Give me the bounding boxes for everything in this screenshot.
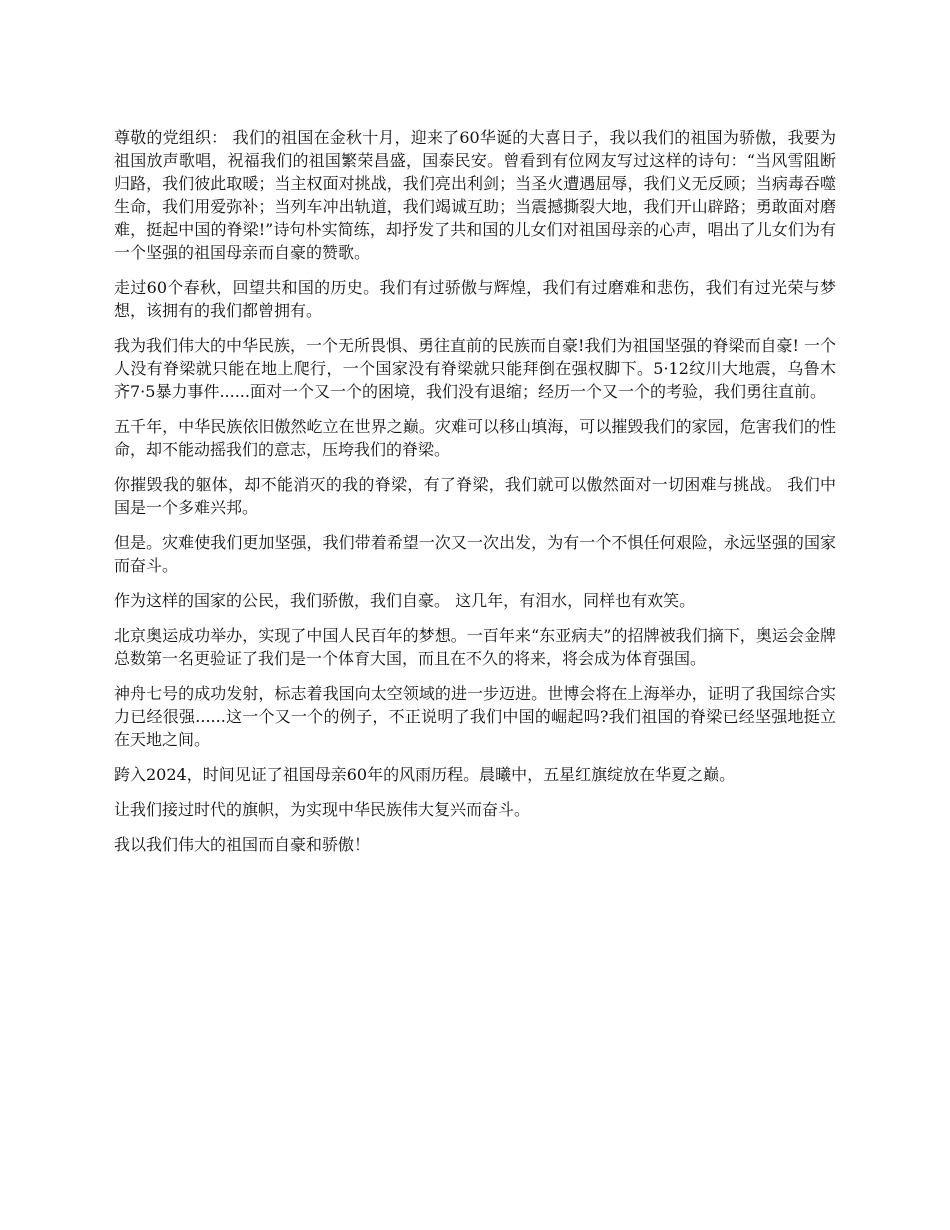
paragraph: 尊敬的党组织： 我们的祖国在金秋十月，迎来了60华诞的大喜日子，我以我们的祖国为骄傲，我要为祖国放声歌唱，祝福我们的祖国繁荣昌盛，国泰民安。曾看到有位网友写过这样的诗句：“当风雪阻断归路，我们彼此取暖；当主权面对挑战，我们亮出利剑；当圣火遭遇屈辱，我们义无反顾；当病毒吞噬生命，我们用爱弥补；当列车冲出轨道，我们竭诚互助；当震撼撕裂大地，我们开山辟路；勇敢面对磨难，挺起中国的脊梁!”诗句朴实简练，却抒发了共和国的儿女们对祖国母亲的心声，唱出了儿女们为有一个坚强的祖国母亲而自豪的赞歌。	[114, 128, 836, 262]
paragraph: 跨入2024，时间见证了祖国母亲60年的风雨历程。晨曦中，五星红旗绽放在华夏之巅。	[114, 765, 736, 784]
paragraph: 五千年，中华民族依旧傲然屹立在世界之巅。灾难可以移山填海，可以摧毁我们的家园，危害我们的性命，却不能动摇我们的意志，压垮我们的脊梁。	[114, 417, 836, 459]
paragraph: 我为我们伟大的中华民族，一个无所畏惧、勇往直前的民族而自豪!我们为祖国坚强的脊梁而自豪! 一个人没有脊梁就只能在地上爬行，一个国家没有脊梁就只能拜倒在强权脚下。5·12纹川大地震，乌鲁木齐7·5暴力事件......面对一个又一个的困境，我们没有退缩；经历一个又一个的考验，我们勇往直前。	[114, 336, 836, 401]
paragraph: 你摧毁我的躯体，却不能消灭的我的脊梁，有了脊梁，我们就可以傲然面对一切困难与挑战。 我们中国是一个多难兴邦。	[114, 475, 836, 517]
paragraph: 走过60个春秋，回望共和国的历史。我们有过骄傲与辉煌，我们有过磨难和悲伤，我们有过光荣与梦想，该拥有的我们都曾拥有。	[114, 278, 836, 320]
paragraph: 作为这样的国家的公民，我们骄傲，我们自豪。 这几年，有泪水，同样也有欢笑。	[114, 591, 696, 610]
paragraph: 我以我们伟大的祖国而自豪和骄傲！	[114, 835, 371, 854]
paragraph: 让我们接过时代的旗帜，为实现中华民族伟大复兴而奋斗。	[114, 800, 531, 819]
paragraph: 北京奥运成功举办，实现了中国人民百年的梦想。一百年来“东亚病夫”的招牌被我们摘下，奥运会金牌总数第一名更验证了我们是一个体育大国，而且在不久的将来，将会成为体育强国。	[114, 626, 836, 668]
paragraph: 但是。灾难使我们更加坚强，我们带着希望一次又一次出发，为有一个不惧任何艰险，永远坚强的国家而奋斗。	[114, 533, 836, 575]
document-page	[114, 126, 836, 868]
paragraph: 神舟七号的成功发射，标志着我国向太空领域的进一步迈进。世博会将在上海举办，证明了我国综合实力已经很强......这一个又一个的例子，不正说明了我们中国的崛起吗?我们祖国的脊梁已经坚强地挺立在天地之间。	[114, 684, 836, 749]
